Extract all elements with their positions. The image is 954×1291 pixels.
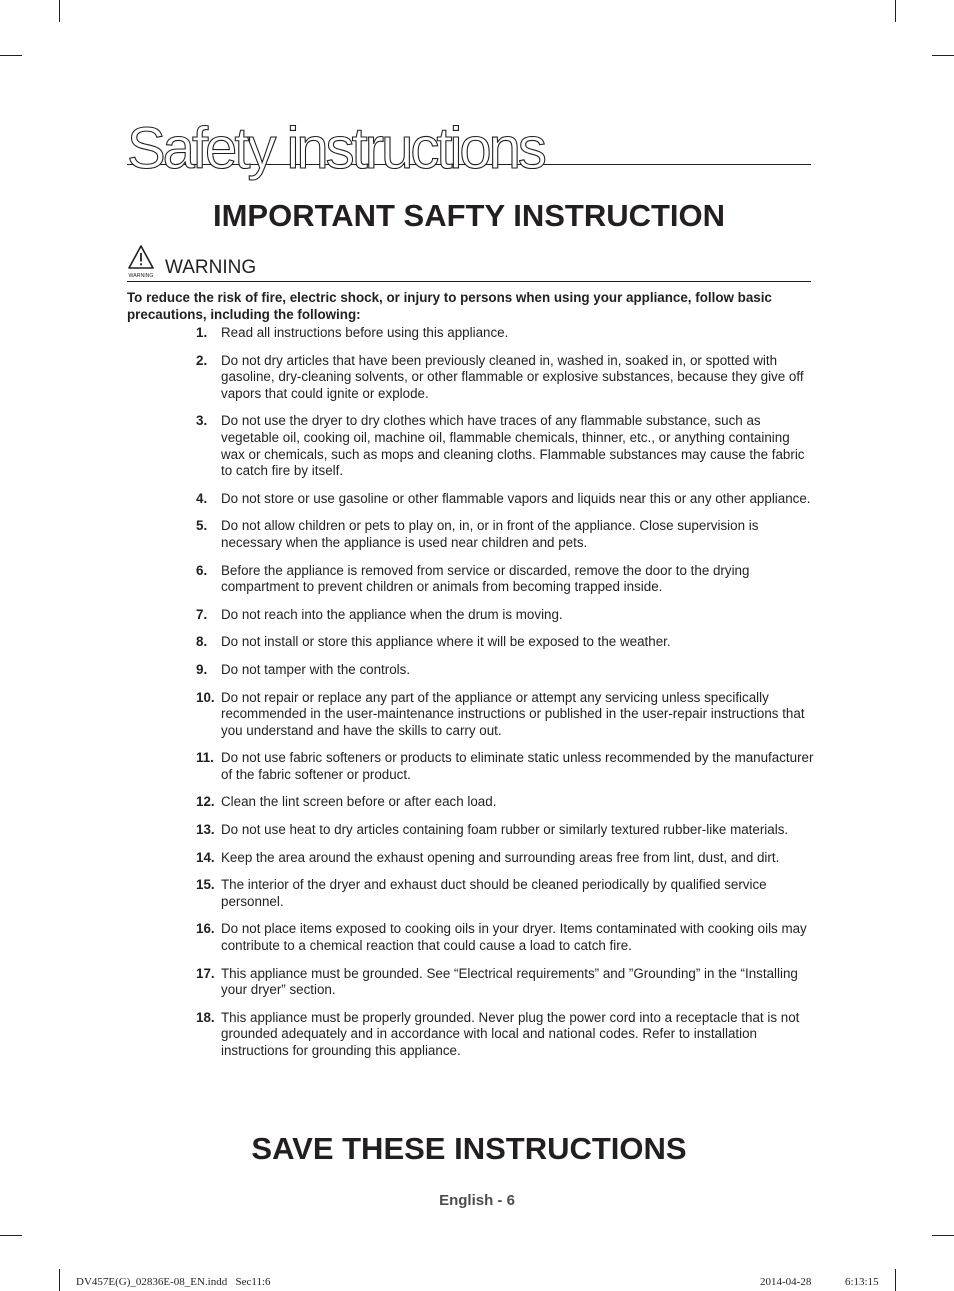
save-instructions-heading: SAVE THESE INSTRUCTIONS bbox=[251, 1131, 687, 1166]
item-text: Before the appliance is removed from service or discarded, remove the door to the drying compartment to prevent children or animals from becoming trapped inside. bbox=[221, 562, 750, 595]
list-item bbox=[196, 850, 816, 867]
list-item bbox=[196, 634, 816, 651]
item-number: 1. bbox=[196, 325, 208, 340]
list-item bbox=[196, 690, 816, 740]
list-item bbox=[196, 921, 816, 954]
list-item bbox=[196, 353, 816, 403]
item-text: Read all instructions before using this appliance. bbox=[221, 325, 509, 340]
list-item bbox=[196, 1010, 816, 1060]
item-text: Do not use heat to dry articles containing foam rubber or similarly textured rubber-like materials. bbox=[221, 822, 789, 838]
crop-mark bbox=[0, 1235, 22, 1236]
slug-time: 6:13:15 bbox=[845, 1276, 879, 1288]
item-number: 2. bbox=[196, 352, 208, 368]
item-text: Do not tamper with the controls. bbox=[221, 661, 411, 677]
item-number: 18. bbox=[196, 1009, 215, 1025]
item-text: Keep the area around the exhaust opening and surrounding areas free from lint, dust, and dirt. bbox=[221, 849, 780, 865]
item-number: 16. bbox=[196, 921, 215, 937]
item-number: 15. bbox=[196, 877, 215, 893]
list-item bbox=[196, 822, 816, 839]
instruction-list bbox=[196, 325, 816, 1071]
item-number: 17. bbox=[196, 965, 215, 981]
list-item bbox=[196, 750, 816, 783]
list-item bbox=[196, 662, 816, 679]
file-slug: DV457E(G)_02836E-08_EN.indd Sec11:6 bbox=[76, 1276, 271, 1288]
list-item bbox=[196, 413, 816, 479]
item-number: 12. bbox=[196, 794, 215, 810]
crop-mark bbox=[895, 1269, 896, 1291]
item-text: Do not repair or replace any part of the appliance or attempt any servicing unless specifically recommended in the user-maintenance instructions or published in the user-repair instructions that you understand and have the skills to carry out. bbox=[221, 689, 805, 738]
page-number: English - 6 bbox=[439, 1192, 515, 1209]
item-number: 6. bbox=[196, 562, 208, 578]
list-item bbox=[196, 518, 816, 551]
list-item bbox=[196, 794, 816, 811]
crop-mark bbox=[59, 1269, 60, 1291]
item-text: Do not use the dryer to dry clothes which have traces of any flammable substance, such as vegetable oil, cooking oil, machine oil, flammable chemicals, thinner, etc., or anything containing wax or chemicals, such as mops and cleaning cloths. Flammable substances may cause the fabric to catch fire by itself. bbox=[221, 413, 805, 479]
list-item bbox=[196, 563, 816, 596]
item-number: 4. bbox=[196, 490, 208, 506]
main-heading: IMPORTANT SAFTY INSTRUCTION bbox=[212, 198, 726, 233]
crop-mark bbox=[932, 55, 954, 56]
item-number: 13. bbox=[196, 822, 215, 838]
crop-mark bbox=[59, 0, 60, 22]
warning-label: WARNING bbox=[165, 257, 257, 278]
item-text: Do not dry articles that have been previously cleaned in, washed in, soaked in, or spotted with gasoline, dry-cleaning solvents, or other flammable or explosive substances, because they give off vapors that could ignite or explode. bbox=[221, 352, 804, 401]
item-text: Clean the lint screen before or after each load. bbox=[221, 794, 497, 810]
item-text: Do not use fabric softeners or products to eliminate static unless recommended by the manufacturer of the fabric softener or product. bbox=[221, 750, 814, 782]
crop-mark bbox=[0, 55, 22, 56]
item-number: 5. bbox=[196, 518, 208, 534]
list-item bbox=[196, 877, 816, 910]
item-number: 8. bbox=[196, 634, 208, 650]
list-item bbox=[196, 607, 816, 624]
slug-date: 2014-04-28 bbox=[760, 1276, 812, 1288]
item-number: 10. bbox=[196, 689, 215, 705]
section-title: Safety instructions bbox=[127, 112, 811, 165]
item-text: Do not store or use gasoline or other flammable vapors and liquids near this or any other appliance. bbox=[221, 490, 811, 506]
warning-triangle-icon bbox=[127, 244, 157, 280]
item-number: 14. bbox=[196, 849, 215, 865]
item-text: Do not allow children or pets to play on, in, or in front of the appliance. Close supervision is necessary when the appliance is used near children and pets. bbox=[221, 518, 759, 550]
item-text: Do not install or store this appliance where it will be exposed to the weather. bbox=[221, 634, 671, 650]
warning-bar bbox=[127, 244, 811, 282]
list-item bbox=[196, 491, 816, 508]
item-number: 9. bbox=[196, 661, 208, 677]
warning-icon-caption: WARNING bbox=[128, 273, 154, 279]
crop-mark bbox=[932, 1235, 954, 1236]
item-number: 7. bbox=[196, 606, 208, 622]
item-number: 3. bbox=[196, 413, 208, 429]
warning-intro: To reduce the risk of fire, electric shock, or injury to persons when using your appliance, follow basic precautions, including the following: bbox=[127, 290, 772, 322]
item-text: This appliance must be grounded. See “Electrical requirements” and ”Grounding” in the “Installing your dryer” section. bbox=[221, 965, 798, 998]
item-text: The interior of the dryer and exhaust duct should be cleaned periodically by qualified service personnel. bbox=[221, 877, 767, 909]
item-text: Do not place items exposed to cooking oils in your dryer. Items contaminated with cooking oils may contribute to a chemical reaction that could cause a load to catch fire. bbox=[221, 921, 807, 954]
item-text: Do not reach into the appliance when the drum is moving. bbox=[221, 606, 563, 622]
item-text: This appliance must be properly grounded. Never plug the power cord into a receptacle that is not grounded adequately and in accordance with local and national codes. Refer to installation instructions for grounding this appliance. bbox=[221, 1009, 800, 1058]
crop-mark bbox=[895, 0, 896, 22]
item-number: 11. bbox=[196, 750, 214, 766]
list-item bbox=[196, 966, 816, 999]
list-item bbox=[196, 325, 816, 342]
